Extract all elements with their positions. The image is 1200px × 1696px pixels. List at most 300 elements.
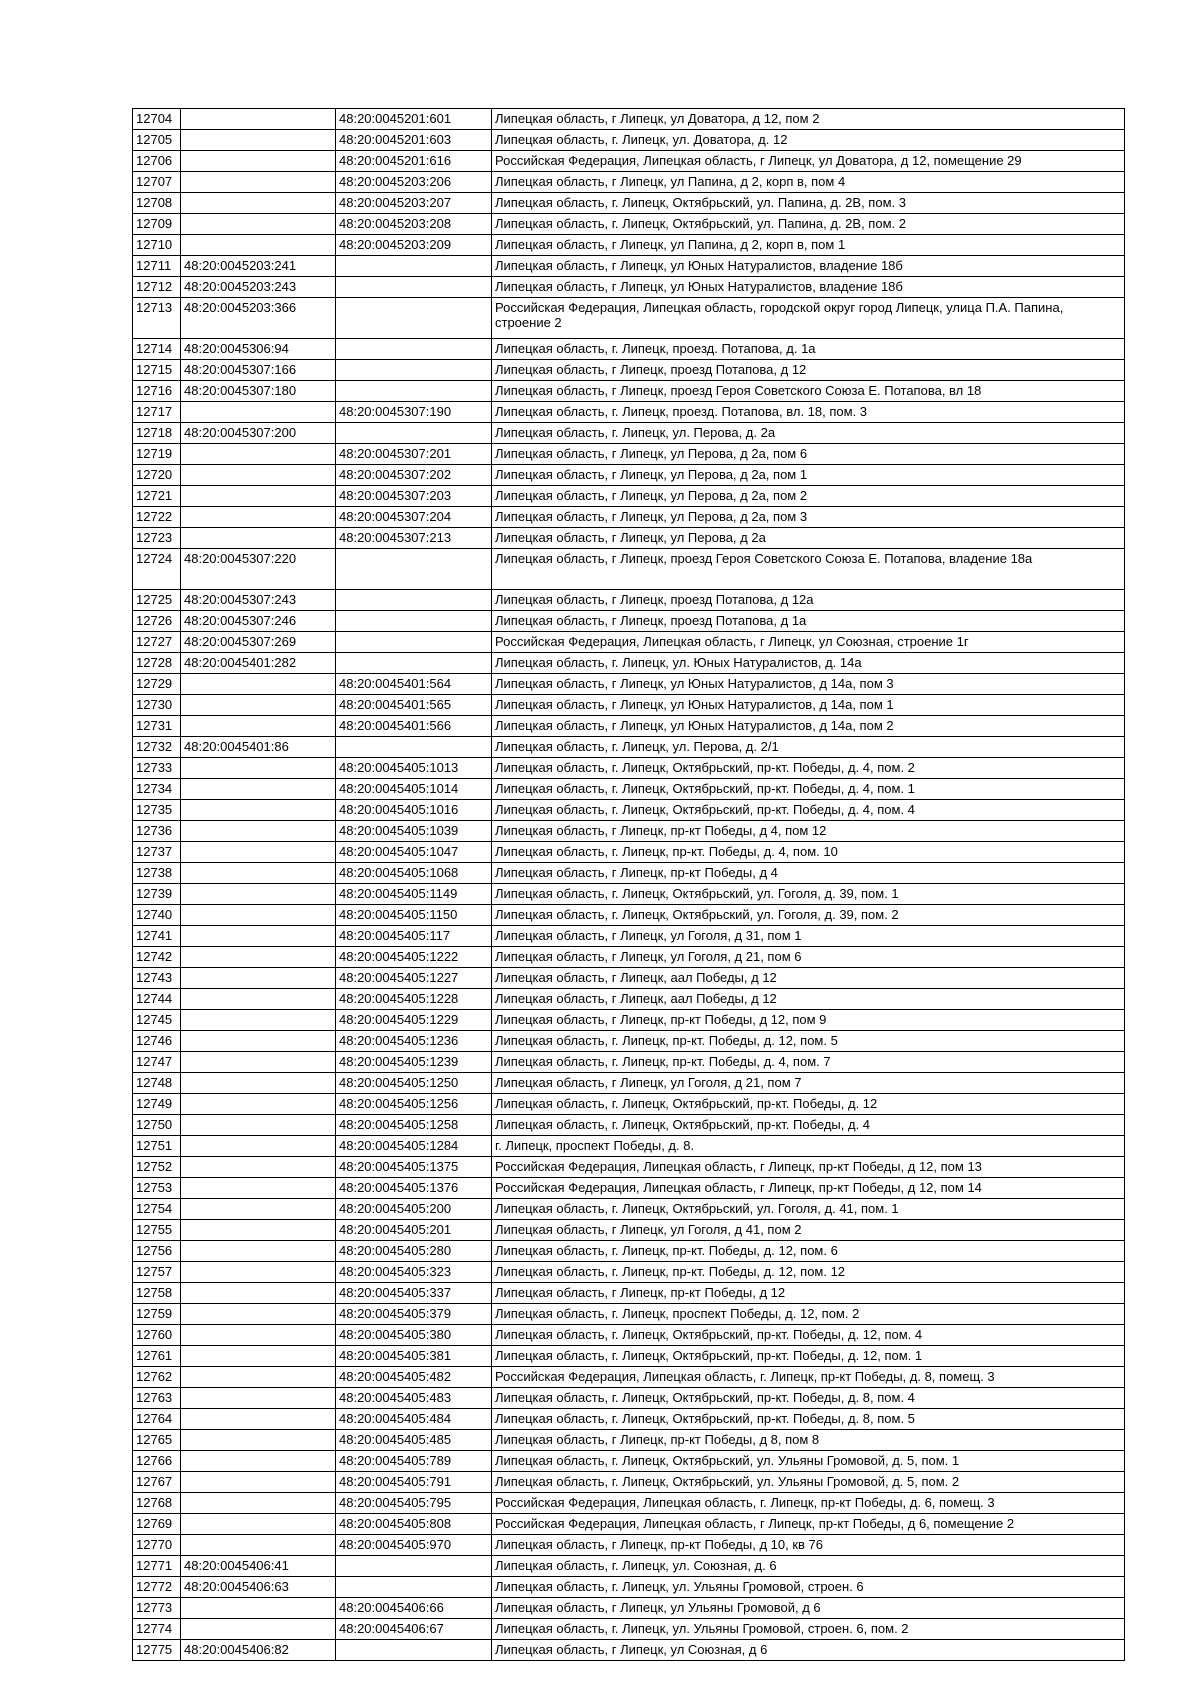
cadastral-number-cell: 48:20:0045307:201 [336, 444, 492, 465]
cadastral-number-cell: 48:20:0045405:1376 [336, 1178, 492, 1199]
table-row [133, 1514, 1125, 1535]
row-number-cell: 12755 [133, 1220, 181, 1241]
cadastral-number-cell [336, 632, 492, 653]
parent-cadastral-number-cell [181, 905, 336, 926]
row-number-cell: 12727 [133, 632, 181, 653]
row-number-cell: 12708 [133, 193, 181, 214]
table-row [133, 1220, 1125, 1241]
table-row [133, 842, 1125, 863]
table-row [133, 214, 1125, 235]
address-cell: Липецкая область, г Липецк, ул Перова, д 2а, пом 2 [492, 486, 1125, 507]
table-row [133, 737, 1125, 758]
parent-cadastral-number-cell: 48:20:0045307:200 [181, 423, 336, 444]
cadastral-number-cell: 48:20:0045203:209 [336, 235, 492, 256]
address-cell: Российская Федерация, Липецкая область, г Липецк, пр-кт Победы, д 6, помещение 2 [492, 1514, 1125, 1535]
parent-cadastral-number-cell [181, 507, 336, 528]
address-cell: Липецкая область, г. Липецк, пр-кт. Победы, д. 4, пом. 7 [492, 1052, 1125, 1073]
table-row [133, 277, 1125, 298]
row-number-cell: 12709 [133, 214, 181, 235]
row-number-cell: 12737 [133, 842, 181, 863]
address-cell: Липецкая область, г Липецк, ул Перова, д 2а [492, 528, 1125, 549]
cadastral-number-cell: 48:20:0045406:67 [336, 1619, 492, 1640]
table-row [133, 926, 1125, 947]
parent-cadastral-number-cell [181, 779, 336, 800]
parent-cadastral-number-cell [181, 695, 336, 716]
address-cell: Липецкая область, г. Липецк, Октябрьский, пр-кт. Победы, д. 8, пом. 4 [492, 1388, 1125, 1409]
table-row [133, 968, 1125, 989]
parent-cadastral-number-cell [181, 193, 336, 214]
table-row [133, 1577, 1125, 1598]
cadastral-number-cell [336, 277, 492, 298]
parent-cadastral-number-cell [181, 1346, 336, 1367]
cadastral-number-cell: 48:20:0045307:203 [336, 486, 492, 507]
cadastral-number-cell [336, 549, 492, 590]
cadastral-number-cell: 48:20:0045406:66 [336, 1598, 492, 1619]
row-number-cell: 12762 [133, 1367, 181, 1388]
parent-cadastral-number-cell [181, 235, 336, 256]
row-number-cell: 12738 [133, 863, 181, 884]
cadastral-number-cell: 48:20:0045405:789 [336, 1451, 492, 1472]
table-row [133, 884, 1125, 905]
table-row [133, 1178, 1125, 1199]
cadastral-number-cell: 48:20:0045405:791 [336, 1472, 492, 1493]
row-number-cell: 12730 [133, 695, 181, 716]
row-number-cell: 12754 [133, 1199, 181, 1220]
table-row [133, 800, 1125, 821]
row-number-cell: 12763 [133, 1388, 181, 1409]
address-cell: Российская Федерация, Липецкая область, г Липецк, ул Доватора, д 12, помещение 29 [492, 151, 1125, 172]
table-row [133, 758, 1125, 779]
address-cell: Липецкая область, г Липецк, ул Перова, д 2а, пом 1 [492, 465, 1125, 486]
table-row [133, 381, 1125, 402]
parent-cadastral-number-cell [181, 528, 336, 549]
table-row [133, 172, 1125, 193]
row-number-cell: 12732 [133, 737, 181, 758]
table-row [133, 863, 1125, 884]
row-number-cell: 12771 [133, 1556, 181, 1577]
address-cell: Липецкая область, г Липецк, проезд Потапова, д 1а [492, 611, 1125, 632]
table-row [133, 1598, 1125, 1619]
cadastral-number-cell [336, 1577, 492, 1598]
parent-cadastral-number-cell [181, 1388, 336, 1409]
table-row [133, 1493, 1125, 1514]
parent-cadastral-number-cell [181, 1094, 336, 1115]
parent-cadastral-number-cell [181, 1409, 336, 1430]
parent-cadastral-number-cell [181, 1304, 336, 1325]
table-row [133, 905, 1125, 926]
table-row [133, 1472, 1125, 1493]
address-cell: Липецкая область, г. Липецк, Октябрьский, пр-кт. Победы, д. 8, пом. 5 [492, 1409, 1125, 1430]
row-number-cell: 12712 [133, 277, 181, 298]
address-cell: Липецкая область, г. Липецк, Октябрьский, ул. Папина, д. 2В, пом. 2 [492, 214, 1125, 235]
row-number-cell: 12749 [133, 1094, 181, 1115]
parent-cadastral-number-cell [181, 1598, 336, 1619]
parent-cadastral-number-cell [181, 1451, 336, 1472]
cadastral-number-cell: 48:20:0045405:1149 [336, 884, 492, 905]
table-row [133, 1199, 1125, 1220]
table-row [133, 695, 1125, 716]
table-row [133, 674, 1125, 695]
cadastral-number-cell: 48:20:0045405:1222 [336, 947, 492, 968]
parent-cadastral-number-cell [181, 1031, 336, 1052]
cadastral-number-cell: 48:20:0045405:117 [336, 926, 492, 947]
parent-cadastral-number-cell [181, 800, 336, 821]
address-cell: Липецкая область, г. Липецк, ул. Перова, д. 2а [492, 423, 1125, 444]
parent-cadastral-number-cell [181, 716, 336, 737]
row-number-cell: 12746 [133, 1031, 181, 1052]
address-cell: Липецкая область, г Липецк, пр-кт Победы, д 12, пом 9 [492, 1010, 1125, 1031]
table-row [133, 151, 1125, 172]
parent-cadastral-number-cell [181, 214, 336, 235]
parent-cadastral-number-cell [181, 1535, 336, 1556]
parent-cadastral-number-cell: 48:20:0045307:246 [181, 611, 336, 632]
table-body [133, 109, 1125, 1661]
row-number-cell: 12706 [133, 151, 181, 172]
cadastral-number-cell: 48:20:0045405:337 [336, 1283, 492, 1304]
cadastral-number-cell: 48:20:0045405:1047 [336, 842, 492, 863]
address-cell: Липецкая область, г. Липецк, пр-кт. Победы, д. 12, пом. 5 [492, 1031, 1125, 1052]
address-cell: Российская Федерация, Липецкая область, городской округ город Липецк, улица П.А. Папина, строение 2 [492, 298, 1125, 339]
parent-cadastral-number-cell [181, 1262, 336, 1283]
table-row [133, 109, 1125, 130]
address-cell: Липецкая область, г Липецк, ул Папина, д 2, корп в, пом 4 [492, 172, 1125, 193]
address-cell: Липецкая область, г. Липецк, Октябрьский, пр-кт. Победы, д. 12 [492, 1094, 1125, 1115]
parent-cadastral-number-cell [181, 1220, 336, 1241]
table-row [133, 1094, 1125, 1115]
address-cell: Липецкая область, г. Липецк, Октябрьский, пр-кт. Победы, д. 4, пом. 2 [492, 758, 1125, 779]
cadastral-number-cell: 48:20:0045405:1016 [336, 800, 492, 821]
row-number-cell: 12744 [133, 989, 181, 1010]
cadastral-number-cell: 48:20:0045201:601 [336, 109, 492, 130]
row-number-cell: 12748 [133, 1073, 181, 1094]
address-cell: Российская Федерация, Липецкая область, г Липецк, ул Союзная, строение 1г [492, 632, 1125, 653]
table-row [133, 1388, 1125, 1409]
row-number-cell: 12728 [133, 653, 181, 674]
table-row [133, 1535, 1125, 1556]
cadastral-number-cell: 48:20:0045405:380 [336, 1325, 492, 1346]
cadastral-number-cell [336, 1640, 492, 1661]
parent-cadastral-number-cell [181, 1619, 336, 1640]
row-number-cell: 12764 [133, 1409, 181, 1430]
address-cell: Липецкая область, г. Липецк, ул. Юных Натуралистов, д. 14а [492, 653, 1125, 674]
address-cell: Липецкая область, г. Липецк, проезд. Потапова, д. 1а [492, 339, 1125, 360]
row-number-cell: 12756 [133, 1241, 181, 1262]
address-cell: Липецкая область, г Липецк, ул Юных Натуралистов, д 14а, пом 3 [492, 674, 1125, 695]
address-cell: Липецкая область, г. Липецк, ул. Союзная, д. 6 [492, 1556, 1125, 1577]
table-row [133, 716, 1125, 737]
row-number-cell: 12717 [133, 402, 181, 423]
table-row [133, 1640, 1125, 1661]
table-row [133, 486, 1125, 507]
row-number-cell: 12760 [133, 1325, 181, 1346]
cadastral-number-cell [336, 256, 492, 277]
row-number-cell: 12768 [133, 1493, 181, 1514]
address-cell: Липецкая область, г Липецк, пр-кт Победы, д 4, пом 12 [492, 821, 1125, 842]
row-number-cell: 12722 [133, 507, 181, 528]
row-number-cell: 12729 [133, 674, 181, 695]
address-cell: Липецкая область, г. Липецк, Октябрьский, ул. Ульяны Громовой, д. 5, пом. 2 [492, 1472, 1125, 1493]
cadastral-number-cell: 48:20:0045405:381 [336, 1346, 492, 1367]
cadastral-number-cell [336, 381, 492, 402]
cadastral-number-cell: 48:20:0045405:1284 [336, 1136, 492, 1157]
row-number-cell: 12743 [133, 968, 181, 989]
row-number-cell: 12723 [133, 528, 181, 549]
address-cell: Российская Федерация, Липецкая область, г. Липецк, пр-кт Победы, д. 8, помещ. 3 [492, 1367, 1125, 1388]
table-row [133, 1262, 1125, 1283]
row-number-cell: 12774 [133, 1619, 181, 1640]
address-cell: Липецкая область, г Липецк, проезд Героя Советского Союза Е. Потапова, владение 18а [492, 549, 1125, 590]
table-row [133, 1283, 1125, 1304]
cadastral-number-cell: 48:20:0045405:379 [336, 1304, 492, 1325]
cadastral-number-cell: 48:20:0045203:208 [336, 214, 492, 235]
parent-cadastral-number-cell [181, 1073, 336, 1094]
cadastral-number-cell: 48:20:0045405:1039 [336, 821, 492, 842]
table-row [133, 632, 1125, 653]
parent-cadastral-number-cell [181, 172, 336, 193]
address-cell: Липецкая область, г Липецк, ул Перова, д 2а, пом 6 [492, 444, 1125, 465]
address-cell: Липецкая область, г. Липецк, Октябрьский, пр-кт. Победы, д. 12, пом. 1 [492, 1346, 1125, 1367]
table-row [133, 1157, 1125, 1178]
row-number-cell: 12770 [133, 1535, 181, 1556]
address-cell: Липецкая область, г. Липецк, пр-кт. Победы, д. 12, пом. 6 [492, 1241, 1125, 1262]
table-row [133, 1136, 1125, 1157]
address-cell: Липецкая область, г Липецк, ул Гоголя, д 21, пом 7 [492, 1073, 1125, 1094]
row-number-cell: 12759 [133, 1304, 181, 1325]
address-cell: Липецкая область, г. Липецк, Октябрьский, ул. Гоголя, д. 39, пом. 2 [492, 905, 1125, 926]
address-cell: Липецкая область, г Липецк, ул Гоголя, д 31, пом 1 [492, 926, 1125, 947]
table-row [133, 1304, 1125, 1325]
address-cell: Липецкая область, г. Липецк, ул. Перова, д. 2/1 [492, 737, 1125, 758]
table-row [133, 1451, 1125, 1472]
cadastral-number-cell: 48:20:0045405:1229 [336, 1010, 492, 1031]
cadastral-number-cell: 48:20:0045405:482 [336, 1367, 492, 1388]
cadastral-number-cell [336, 1556, 492, 1577]
parent-cadastral-number-cell: 48:20:0045203:241 [181, 256, 336, 277]
table-row [133, 193, 1125, 214]
row-number-cell: 12716 [133, 381, 181, 402]
row-number-cell: 12733 [133, 758, 181, 779]
parent-cadastral-number-cell [181, 1472, 336, 1493]
row-number-cell: 12714 [133, 339, 181, 360]
row-number-cell: 12726 [133, 611, 181, 632]
parent-cadastral-number-cell [181, 674, 336, 695]
table-row [133, 611, 1125, 632]
address-cell: Липецкая область, г. Липецк, проезд. Потапова, вл. 18, пом. 3 [492, 402, 1125, 423]
cadastral-number-cell: 48:20:0045405:323 [336, 1262, 492, 1283]
cadastral-number-cell: 48:20:0045201:616 [336, 151, 492, 172]
parent-cadastral-number-cell: 48:20:0045401:86 [181, 737, 336, 758]
cadastral-number-cell [336, 339, 492, 360]
cadastral-number-cell: 48:20:0045405:1068 [336, 863, 492, 884]
parent-cadastral-number-cell [181, 1115, 336, 1136]
table-row [133, 298, 1125, 339]
address-cell: Липецкая область, г Липецк, аал Победы, д 12 [492, 968, 1125, 989]
row-number-cell: 12766 [133, 1451, 181, 1472]
cadastral-number-cell [336, 298, 492, 339]
address-cell: Липецкая область, г. Липецк, Октябрьский, пр-кт. Победы, д. 12, пом. 4 [492, 1325, 1125, 1346]
address-cell: Липецкая область, г. Липецк, Октябрьский, пр-кт. Победы, д. 4, пом. 4 [492, 800, 1125, 821]
address-cell: Липецкая область, г Липецк, ул Юных Натуралистов, владение 18б [492, 256, 1125, 277]
parent-cadastral-number-cell: 48:20:0045307:243 [181, 590, 336, 611]
cadastral-number-cell: 48:20:0045203:207 [336, 193, 492, 214]
table-row [133, 590, 1125, 611]
table-row [133, 528, 1125, 549]
parent-cadastral-number-cell: 48:20:0045406:63 [181, 1577, 336, 1598]
cadastral-number-cell: 48:20:0045405:484 [336, 1409, 492, 1430]
row-number-cell: 12758 [133, 1283, 181, 1304]
table-row [133, 1325, 1125, 1346]
cadastral-number-cell: 48:20:0045405:1239 [336, 1052, 492, 1073]
address-cell: Липецкая область, г. Липецк, ул. Ульяны Громовой, строен. 6 [492, 1577, 1125, 1598]
row-number-cell: 12747 [133, 1052, 181, 1073]
cadastral-number-cell: 48:20:0045405:1150 [336, 905, 492, 926]
parent-cadastral-number-cell [181, 151, 336, 172]
parent-cadastral-number-cell [181, 758, 336, 779]
cadastral-number-cell: 48:20:0045405:795 [336, 1493, 492, 1514]
address-cell: Липецкая область, г. Липецк, пр-кт. Победы, д. 4, пом. 10 [492, 842, 1125, 863]
table-row [133, 256, 1125, 277]
address-cell: Липецкая область, г Липецк, проезд Потапова, д 12 [492, 360, 1125, 381]
parent-cadastral-number-cell: 48:20:0045306:94 [181, 339, 336, 360]
parent-cadastral-number-cell [181, 402, 336, 423]
address-cell: Липецкая область, г. Липецк, Октябрьский, ул. Ульяны Громовой, д. 5, пом. 1 [492, 1451, 1125, 1472]
parent-cadastral-number-cell [181, 884, 336, 905]
cadastral-number-cell: 48:20:0045307:204 [336, 507, 492, 528]
cadastral-number-cell: 48:20:0045405:1375 [336, 1157, 492, 1178]
table-row [133, 1241, 1125, 1262]
cadastral-number-cell: 48:20:0045405:1258 [336, 1115, 492, 1136]
cadastral-number-cell: 48:20:0045405:1013 [336, 758, 492, 779]
address-cell: Липецкая область, г. Липецк, ул. Доватора, д. 12 [492, 130, 1125, 151]
row-number-cell: 12752 [133, 1157, 181, 1178]
table-row [133, 1031, 1125, 1052]
address-cell: Липецкая область, г Липецк, ул Гоголя, д 21, пом 6 [492, 947, 1125, 968]
address-cell: Липецкая область, г Липецк, аал Победы, д 12 [492, 989, 1125, 1010]
parent-cadastral-number-cell: 48:20:0045401:282 [181, 653, 336, 674]
row-number-cell: 12718 [133, 423, 181, 444]
address-cell: Липецкая область, г Липецк, пр-кт Победы, д 10, кв 76 [492, 1535, 1125, 1556]
table-row [133, 507, 1125, 528]
address-cell: Липецкая область, г Липецк, ул Юных Натуралистов, д 14а, пом 1 [492, 695, 1125, 716]
parent-cadastral-number-cell [181, 947, 336, 968]
row-number-cell: 12725 [133, 590, 181, 611]
table-row [133, 444, 1125, 465]
cadastral-number-cell: 48:20:0045307:213 [336, 528, 492, 549]
table-row [133, 235, 1125, 256]
cadastral-table [132, 108, 1125, 1661]
address-cell: Липецкая область, г. Липецк, Октябрьский, ул. Папина, д. 2В, пом. 3 [492, 193, 1125, 214]
cadastral-number-cell: 48:20:0045405:970 [336, 1535, 492, 1556]
row-number-cell: 12720 [133, 465, 181, 486]
table-row [133, 130, 1125, 151]
parent-cadastral-number-cell [181, 1199, 336, 1220]
address-cell: Липецкая область, г. Липецк, Октябрьский, ул. Гоголя, д. 39, пом. 1 [492, 884, 1125, 905]
table-row [133, 1073, 1125, 1094]
cadastral-number-cell: 48:20:0045405:808 [336, 1514, 492, 1535]
parent-cadastral-number-cell [181, 1241, 336, 1262]
row-number-cell: 12765 [133, 1430, 181, 1451]
row-number-cell: 12731 [133, 716, 181, 737]
cadastral-number-cell [336, 360, 492, 381]
parent-cadastral-number-cell: 48:20:0045203:366 [181, 298, 336, 339]
table-row [133, 947, 1125, 968]
parent-cadastral-number-cell [181, 1325, 336, 1346]
cadastral-number-cell: 48:20:0045405:1227 [336, 968, 492, 989]
row-number-cell: 12775 [133, 1640, 181, 1661]
row-number-cell: 12734 [133, 779, 181, 800]
cadastral-number-cell: 48:20:0045405:200 [336, 1199, 492, 1220]
cadastral-number-cell [336, 653, 492, 674]
table-row [133, 423, 1125, 444]
table-row [133, 653, 1125, 674]
row-number-cell: 12767 [133, 1472, 181, 1493]
cadastral-number-cell: 48:20:0045405:1228 [336, 989, 492, 1010]
cadastral-number-cell [336, 737, 492, 758]
parent-cadastral-number-cell [181, 968, 336, 989]
parent-cadastral-number-cell [181, 1283, 336, 1304]
parent-cadastral-number-cell [181, 1136, 336, 1157]
row-number-cell: 12740 [133, 905, 181, 926]
parent-cadastral-number-cell [181, 863, 336, 884]
parent-cadastral-number-cell [181, 1052, 336, 1073]
row-number-cell: 12739 [133, 884, 181, 905]
address-cell: Липецкая область, г. Липецк, пр-кт. Победы, д. 12, пом. 12 [492, 1262, 1125, 1283]
table-row [133, 1010, 1125, 1031]
address-cell: Липецкая область, г Липецк, ул Юных Натуралистов, д 14а, пом 2 [492, 716, 1125, 737]
parent-cadastral-number-cell: 48:20:0045307:220 [181, 549, 336, 590]
table-row [133, 1052, 1125, 1073]
address-cell: Липецкая область, г Липецк, ул Перова, д 2а, пом 3 [492, 507, 1125, 528]
parent-cadastral-number-cell [181, 444, 336, 465]
table-row [133, 989, 1125, 1010]
cadastral-number-cell: 48:20:0045307:202 [336, 465, 492, 486]
address-cell: Липецкая область, г Липецк, пр-кт Победы, д 8, пом 8 [492, 1430, 1125, 1451]
cadastral-number-cell: 48:20:0045401:565 [336, 695, 492, 716]
parent-cadastral-number-cell: 48:20:0045307:166 [181, 360, 336, 381]
row-number-cell: 12761 [133, 1346, 181, 1367]
table-row [133, 402, 1125, 423]
parent-cadastral-number-cell: 48:20:0045307:180 [181, 381, 336, 402]
table-row [133, 1346, 1125, 1367]
cadastral-number-cell: 48:20:0045401:564 [336, 674, 492, 695]
row-number-cell: 12710 [133, 235, 181, 256]
address-cell: Липецкая область, г Липецк, пр-кт Победы, д 4 [492, 863, 1125, 884]
address-cell: Липецкая область, г Липецк, ул Юных Натуралистов, владение 18б [492, 277, 1125, 298]
address-cell: Липецкая область, г. Липецк, проспект Победы, д. 12, пом. 2 [492, 1304, 1125, 1325]
cadastral-number-cell: 48:20:0045405:201 [336, 1220, 492, 1241]
table-row [133, 1430, 1125, 1451]
row-number-cell: 12724 [133, 549, 181, 590]
address-cell: Липецкая область, г Липецк, ул Гоголя, д 41, пом 2 [492, 1220, 1125, 1241]
table-row [133, 1367, 1125, 1388]
parent-cadastral-number-cell [181, 989, 336, 1010]
address-cell: Липецкая область, г Липецк, проезд Героя Советского Союза Е. Потапова, вл 18 [492, 381, 1125, 402]
address-cell: Липецкая область, г. Липецк, Октябрьский, пр-кт. Победы, д. 4 [492, 1115, 1125, 1136]
parent-cadastral-number-cell [181, 109, 336, 130]
row-number-cell: 12753 [133, 1178, 181, 1199]
address-cell: Липецкая область, г Липецк, ул Доватора, д 12, пом 2 [492, 109, 1125, 130]
row-number-cell: 12715 [133, 360, 181, 381]
row-number-cell: 12713 [133, 298, 181, 339]
table-row [133, 1409, 1125, 1430]
parent-cadastral-number-cell [181, 465, 336, 486]
table-row [133, 360, 1125, 381]
parent-cadastral-number-cell [181, 821, 336, 842]
address-cell: Российская Федерация, Липецкая область, г Липецк, пр-кт Победы, д 12, пом 14 [492, 1178, 1125, 1199]
address-cell: Липецкая область, г Липецк, пр-кт Победы, д 12 [492, 1283, 1125, 1304]
parent-cadastral-number-cell [181, 1010, 336, 1031]
row-number-cell: 12757 [133, 1262, 181, 1283]
